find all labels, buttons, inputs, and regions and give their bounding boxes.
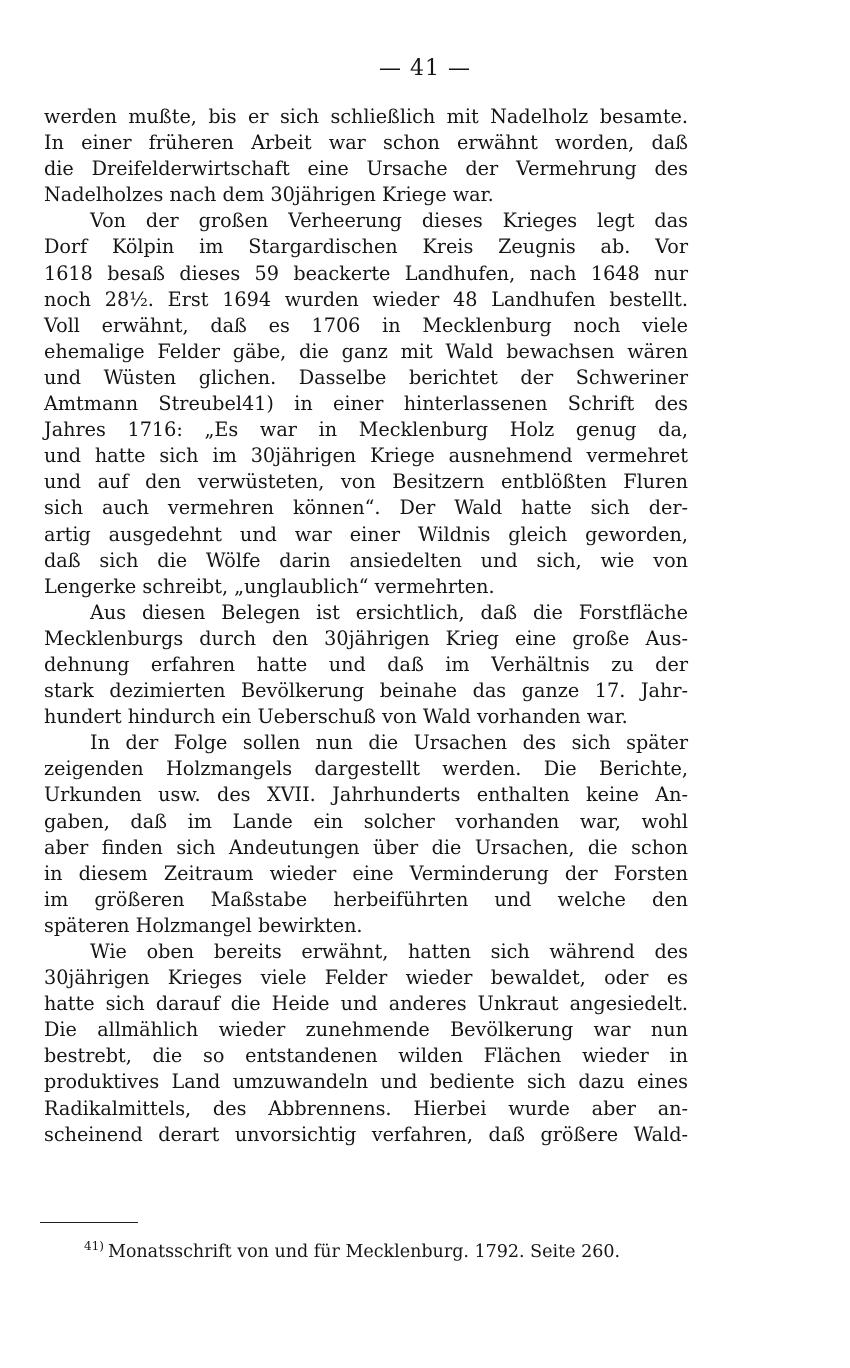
text-line: Jahres 1716: „Es war in Mecklenburg Holz genug da,: [44, 418, 688, 442]
text-line: sich auch vermehren können“. Der Wald hatte sich der-: [44, 496, 688, 520]
text-line: Die allmählich wieder zunehmende Bevölkerung war nun: [44, 1018, 688, 1042]
text-line: hatte sich darauf die Heide und anderes Unkraut angesiedelt.: [44, 992, 688, 1016]
text-line: stark dezimierten Bevölkerung beinahe das ganze 17. Jahr-: [44, 679, 688, 703]
text-line: dehnung erfahren hatte und daß im Verhältnis zu der: [44, 652, 688, 676]
text-line: noch 28½. Erst 1694 wurden wieder 48 Landhufen bestellt.: [44, 287, 688, 311]
text-line: In einer früheren Arbeit war schon erwähnt worden, daß: [44, 131, 688, 155]
footnote: [84, 1240, 704, 1264]
text-line: und hatte sich im 30jährigen Kriege ausnehmend vermehret: [44, 444, 688, 468]
text-line: hundert hindurch ein Ueberschuß von Wald vorhanden war.: [44, 705, 628, 729]
text-line: Wie oben bereits erwähnt, hatten sich während des: [90, 940, 688, 963]
text-line: 1618 besaß dieses 59 beackerte Landhufen, nach 1648 nur: [44, 261, 688, 285]
text-line: Aus diesen Belegen ist ersichtlich, daß die Forstfläche: [90, 600, 688, 624]
text-line: und auf den verwüsteten, von Besitzern entblößten Fluren: [44, 470, 688, 494]
text-line: zeigenden Holzmangels dargestellt werden. Die Berichte,: [44, 757, 688, 781]
footnote-text: Monatsschrift von und für Mecklenburg. 1792. Seite 260.: [107, 1242, 621, 1262]
text-line: gaben, daß im Lande ein solcher vorhanden war, wohl: [44, 809, 688, 833]
text-line: Nadelholzes nach dem 30jährigen Kriege war.: [44, 183, 494, 207]
text-line: Mecklenburgs durch den 30jährigen Krieg eine große Aus-: [44, 626, 688, 650]
text-line: ehemalige Felder gäbe, die ganz mit Wald bewachsen wären: [44, 339, 688, 363]
text-line: Dorf Kölpin im Stargardischen Kreis Zeugnis ab. Vor: [44, 235, 688, 259]
body-text: [44, 104, 688, 1148]
text-line: Amtmann Streubel41) in einer hinterlassenen Schrift des: [44, 392, 688, 416]
text-line: in diesem Zeitraum wieder eine Verminderung der Forsten: [44, 861, 688, 885]
text-line: 30jährigen Krieges viele Felder wieder bewaldet, oder es: [44, 966, 688, 990]
text-line: bestrebt, die so entstandenen wilden Flächen wieder in: [44, 1044, 688, 1068]
page-number: — 41 —: [379, 56, 471, 81]
text-line: werden mußte, bis er sich schließlich mit Nadelholz besamte.: [44, 105, 688, 128]
text-line: Voll erwähnt, daß es 1706 in Mecklenburg noch viele: [44, 313, 688, 337]
text-line: In der Folge sollen nun die Ursachen des sich später: [90, 731, 688, 755]
footnote-divider: [40, 1222, 138, 1223]
text-line: im größeren Maßstabe herbeiführten und welche den: [44, 887, 688, 911]
text-line: aber finden sich Andeutungen über die Ursachen, die schon: [44, 835, 688, 859]
text-line: Lengerke schreibt, „unglaublich“ vermehrten.: [44, 574, 495, 598]
text-line: artig ausgedehnt und war einer Wildnis gleich geworden,: [44, 522, 688, 546]
text-line: Urkunden usw. des XVII. Jahrhunderts enthalten keine An-: [44, 783, 688, 807]
text-line: die Dreifelderwirtschaft eine Ursache der Vermehrung des: [44, 157, 688, 181]
text-line: scheinend derart unvorsichtig verfahren, daß größere Wald-: [44, 1122, 688, 1146]
text-line: späteren Holzmangel bewirkten.: [44, 913, 363, 937]
text-line: und Wüsten glichen. Dasselbe berichtet der Schweriner: [44, 365, 688, 389]
text-line: Radikalmittels, des Abbrennens. Hierbei wurde aber an-: [44, 1096, 688, 1120]
text-line: Von der großen Verheerung dieses Krieges legt das: [90, 209, 688, 233]
footnote-mark: 41): [84, 1239, 104, 1254]
text-line: produktives Land umzuwandeln und bediente sich dazu eines: [44, 1070, 688, 1094]
text-line: daß sich die Wölfe darin ansiedelten und sich, wie von: [44, 548, 688, 572]
